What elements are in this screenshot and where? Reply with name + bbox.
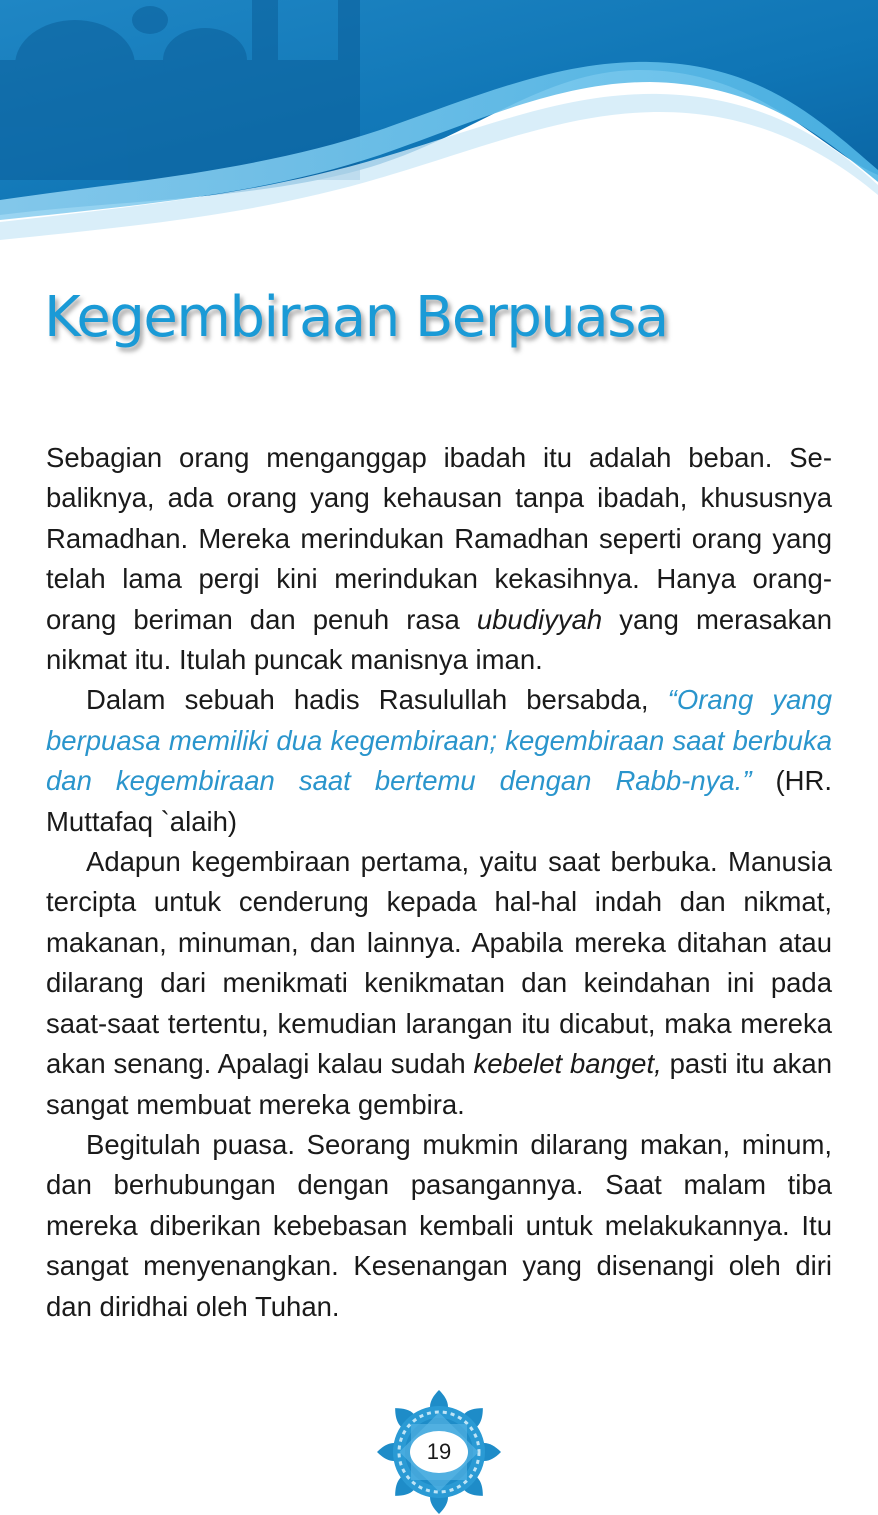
paragraph-1-end: yang merasakan nikmat itu. Itulah puncak manisnya iman. [46,603,832,676]
article-body [46,438,832,1327]
paragraph-1 [46,438,832,680]
paragraph-2 [46,680,832,842]
paragraph-1-text: Sebagian orang menganggap ibadah itu adalah beban. Sebaliknya, ada orang yang kehausan tanpa ibadah, khususnya Ramadhan. Mereka merindukan Ramadhan seperti orang yang telah lama pergi kini merindukan kekasihnya. Hanya orang-orang beriman dan penuh rasa [46,442,832,635]
paragraph-3-italic-phrase: kebelet banget, [473,1048,662,1080]
header-wave-banner [0,0,878,250]
paragraph-3 [46,842,832,1125]
paragraph-2-text: Dalam sebuah hadis Rasulullah bersabda, [86,684,668,716]
page-title: Kegembiraan Berpuasa [44,285,668,350]
paragraph-4: Begitulah puasa. Seorang mukmin dilarang makan, minum, dan berhubungan dengan pasangannya. Saat malam tiba mereka diberikan kebebasan kembali untuk melakukannya. Itu sangat menyenangkan. Kesenangan yang disenangi oleh diri dan diridhai oleh Tuhan. [46,1128,832,1322]
page-number: 19 [426,1439,452,1464]
paragraph-1-italic-term: ubudiyyah [476,603,603,635]
hadith-source: (HR. Muttafaq `alaih) [46,765,832,837]
paragraph-3-end: pasti itu akan sangat membuat mereka gembira. [46,1048,832,1120]
paragraph-3-text: Adapun kegembiraan pertama, yaitu saat berbuka. Manusia tercipta untuk cenderung kepada hal-hal indah dan nikmat, makanan, minuman, dan lainnya. Apabila mereka ditahan atau dilarang dari menikmati kenikmatan dan keindahan ini pada saat-saat tertentu, kemudian larangan itu dicabut, maka mereka akan senang. Apalagi kalau sudah [46,846,832,1080]
hadith-quote: “Orang yang berpuasa memiliki dua kegembiraan; kegembiraan saat berbuka dan kegembiraan saat bertemu dengan Rabb-nya.” [46,684,832,797]
